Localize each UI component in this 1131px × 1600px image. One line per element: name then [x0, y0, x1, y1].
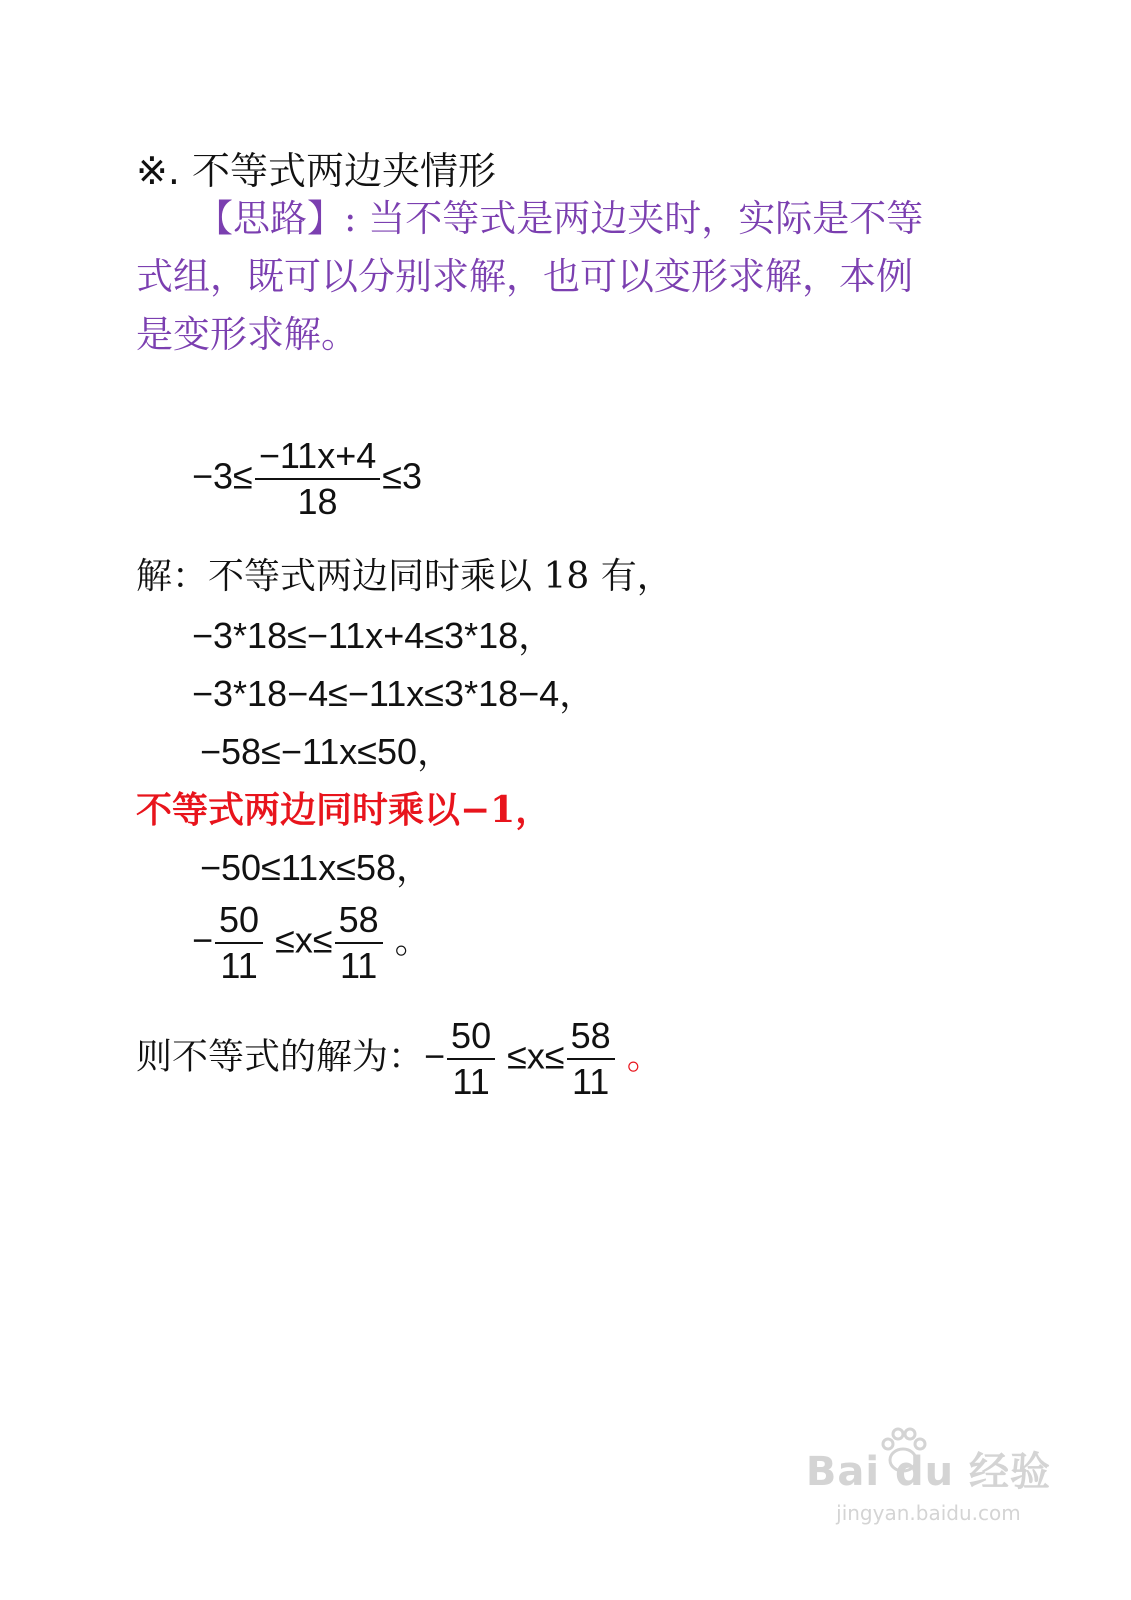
conclusion-prefix: 则不等式的解为：	[136, 1036, 425, 1078]
solution-note: 不等式两边同时乘以−1，	[136, 789, 552, 831]
step5-num-2: 58	[338, 899, 379, 940]
conclusion-sign: −	[424, 1035, 446, 1077]
conclusion-den-1: 11	[452, 1061, 490, 1102]
step5-fraction-1	[215, 900, 263, 986]
solution-step-3: −58≤−11x≤50，	[200, 731, 454, 772]
baidu-jingyan-watermark	[806, 1440, 1051, 1525]
conclusion-end: 。	[626, 1036, 663, 1078]
thought-line-2: 式组，既可以分别求解，也可以变形求解，本例	[136, 255, 913, 298]
thought-line-1: 【思路】: 当不等式是两边夹时，实际是不等	[196, 197, 924, 240]
watermark-url: jingyan.baidu.com	[836, 1501, 1021, 1525]
solution-step-5	[192, 900, 431, 986]
section-title: ※. 不等式两边夹情形	[136, 149, 496, 193]
paw-icon	[876, 1424, 930, 1478]
solution-step-1: −3*18≤−11x+4≤3*18，	[192, 615, 555, 656]
thought-line-3: 是变形求解。	[136, 313, 358, 356]
watermark-logo: Bai du 经验	[805, 1449, 1051, 1495]
step5-den-2: 11	[339, 945, 378, 986]
problem-inequality	[192, 436, 422, 522]
problem-fraction	[255, 436, 380, 522]
conclusion-fraction-1	[447, 1016, 495, 1102]
conclusion-fraction-2	[567, 1016, 615, 1102]
conclusion-num-2: 58	[570, 1015, 611, 1056]
solution-intro: 解：不等式两边同时乘以 18 有，	[136, 556, 673, 597]
conclusion-num-1: 50	[451, 1015, 492, 1056]
solution-step-4: −50≤11x≤58，	[200, 847, 432, 888]
conclusion	[136, 1016, 663, 1102]
step5-sign: −	[192, 919, 214, 961]
solution-step-2: −3*18−4≤−11x≤3*18−4，	[192, 673, 596, 714]
problem-denominator: 18	[297, 481, 338, 522]
conclusion-mid: ≤x≤	[507, 1035, 565, 1077]
conclusion-den-2: 11	[571, 1061, 610, 1102]
step5-end: 。	[394, 920, 431, 962]
problem-numerator: −11x+4	[258, 435, 377, 476]
problem-left: −3≤	[192, 455, 253, 497]
step5-den-1: 11	[220, 945, 258, 986]
step5-fraction-2	[335, 900, 383, 986]
step5-mid: ≤x≤	[275, 919, 333, 961]
step5-num-1: 50	[219, 899, 260, 940]
problem-right: ≤3	[382, 455, 423, 497]
